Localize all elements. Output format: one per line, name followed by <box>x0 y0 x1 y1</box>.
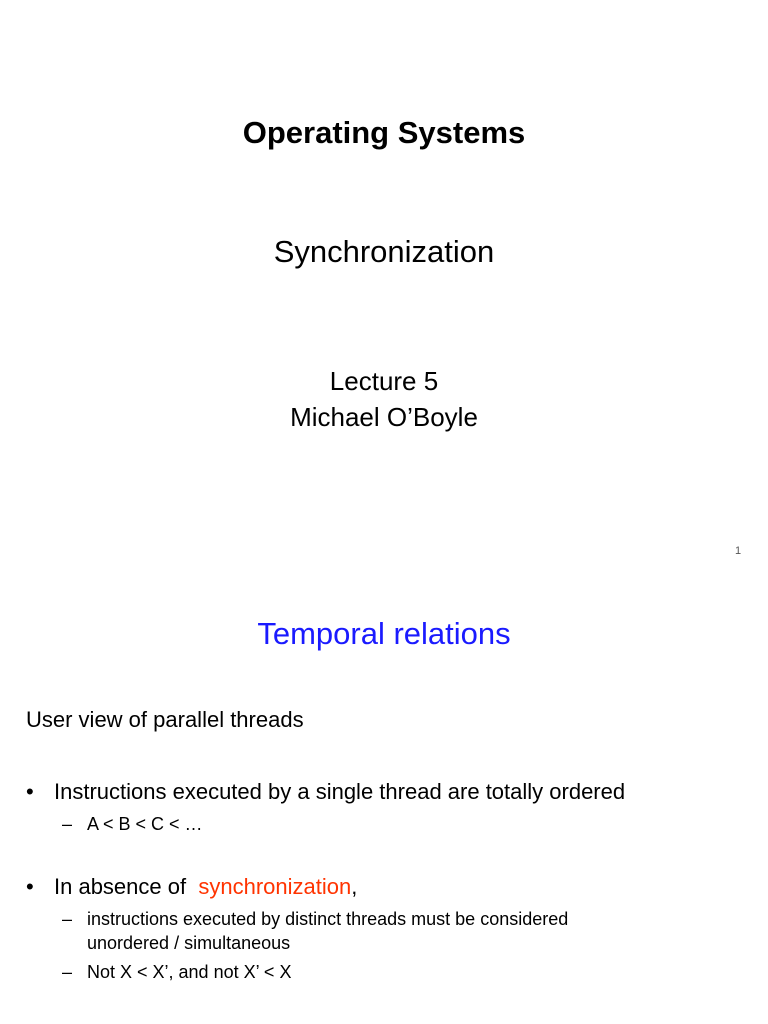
lecture-label: Lecture 5 <box>329 366 439 396</box>
sub-bullet-1-text: A < B < C < … <box>87 814 203 834</box>
slide-title: Operating Systems <box>242 115 526 150</box>
sub-bullet-2-continuation: unordered / simultaneous <box>87 933 291 953</box>
dash-icon: – <box>62 909 73 929</box>
sub-bullet-2 <box>62 907 568 931</box>
bullet-2-suffix: , <box>351 874 358 899</box>
author-name: Michael O’Boyle <box>290 402 478 432</box>
sub-bullet-3 <box>62 960 291 984</box>
sub-bullet-3-text: Not X < X’, and not X’ < X <box>87 962 292 982</box>
sub-bullet-1 <box>62 812 203 836</box>
sub-bullet-2-line-1: instructions executed by distinct threads must be considered <box>87 909 569 929</box>
bullet-item-1 <box>26 778 625 806</box>
highlight-term: synchronization <box>198 874 352 899</box>
dash-icon: – <box>62 962 73 982</box>
slide-subtitle: Synchronization <box>273 234 495 269</box>
dash-icon: – <box>62 814 73 834</box>
bullet-2-prefix: In absence of <box>54 874 187 899</box>
page-number: 1 <box>735 545 742 557</box>
slide-2-title: Temporal relations <box>257 616 511 651</box>
bullet-1-text: Instructions executed by a single thread are totally ordered <box>54 779 626 804</box>
bullet-icon: • <box>26 874 34 899</box>
bullet-icon: • <box>26 779 34 804</box>
bullet-item-2 <box>26 873 357 901</box>
lead-text: User view of parallel threads <box>26 707 304 732</box>
